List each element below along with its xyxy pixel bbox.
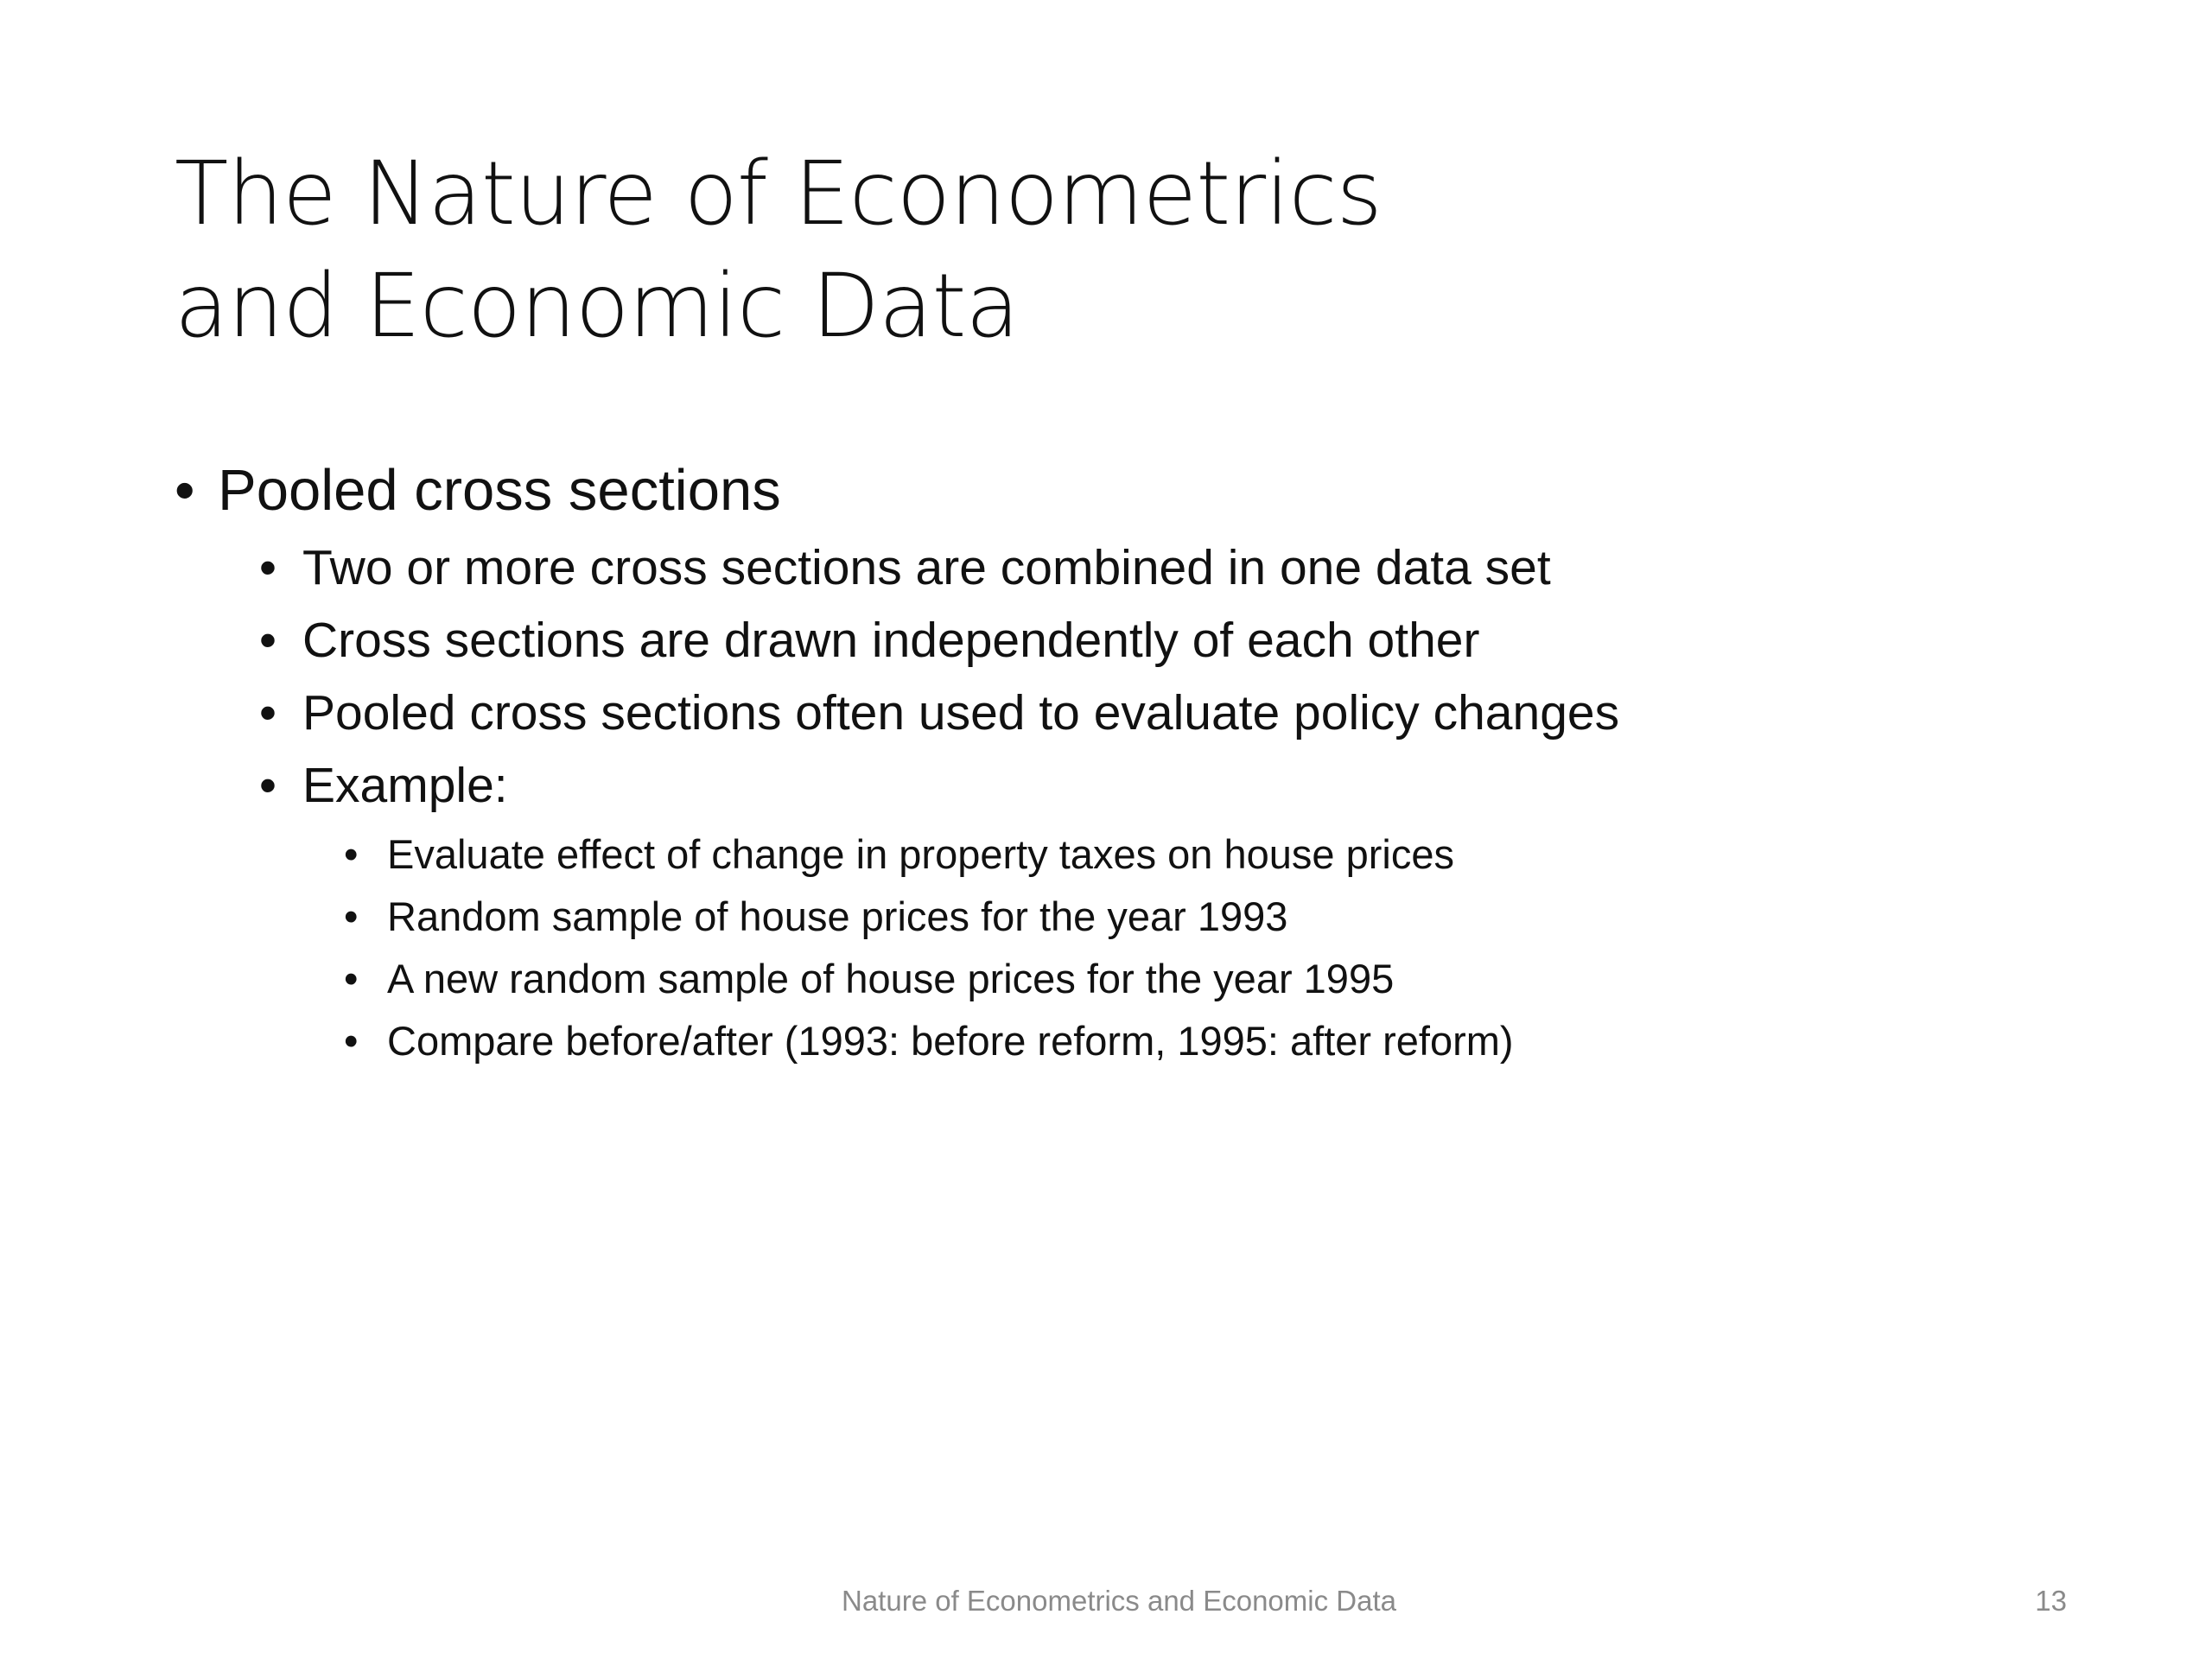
example-bullet-text: Evaluate effect of change in property taxes on house prices — [387, 831, 1454, 877]
sub-bullet-text: Cross sections are drawn independently of each other — [302, 613, 1480, 668]
slide-footer — [0, 1585, 2212, 1618]
slide-title — [175, 138, 1730, 363]
bullet-icon: • — [344, 956, 359, 1001]
example-bullet-text: Random sample of house prices for the year 1993 — [387, 893, 1288, 939]
example-bullet-text: Compare before/after (1993: before reform, 1995: after reform) — [387, 1018, 1514, 1064]
footer-text: Nature of Econometrics and Economic Data — [842, 1585, 1396, 1617]
bullet-icon: • — [259, 685, 276, 741]
bullet-item-pooled-cross-sections — [175, 454, 2075, 528]
bullet-list — [175, 454, 2075, 1072]
sub-bullet-item — [259, 677, 2075, 749]
bullet-icon: • — [259, 613, 276, 668]
example-bullet-item — [344, 886, 2075, 948]
bullet-text: Pooled cross sections — [218, 458, 781, 523]
sub-bullet-text: Pooled cross sections often used to evaluate policy changes — [302, 685, 1620, 741]
sub-bullet-text: Two or more cross sections are combined in one data set — [302, 540, 1551, 595]
bullet-icon: • — [259, 540, 276, 595]
sub-bullet-item-example — [259, 749, 2075, 822]
sub-bullet-text: Example: — [302, 758, 508, 813]
slide-number: 13 — [2035, 1585, 2067, 1617]
example-bullet-item — [344, 1010, 2075, 1072]
example-bullet-text: A new random sample of house prices for the year 1995 — [387, 956, 1395, 1001]
slide-title-line-1: The Nature of Econometrics — [175, 143, 1382, 245]
bullet-icon: • — [344, 1018, 359, 1064]
sub-bullet-item — [259, 531, 2075, 604]
bullet-icon: • — [344, 831, 359, 877]
example-bullet-item — [344, 823, 2075, 886]
bullet-icon: • — [175, 458, 195, 523]
bullet-icon: • — [259, 758, 276, 813]
bullet-icon: • — [344, 893, 359, 939]
example-bullet-item — [344, 948, 2075, 1010]
slide-title-line-2: and Economic Data — [175, 255, 1020, 358]
sub-bullet-item — [259, 604, 2075, 677]
